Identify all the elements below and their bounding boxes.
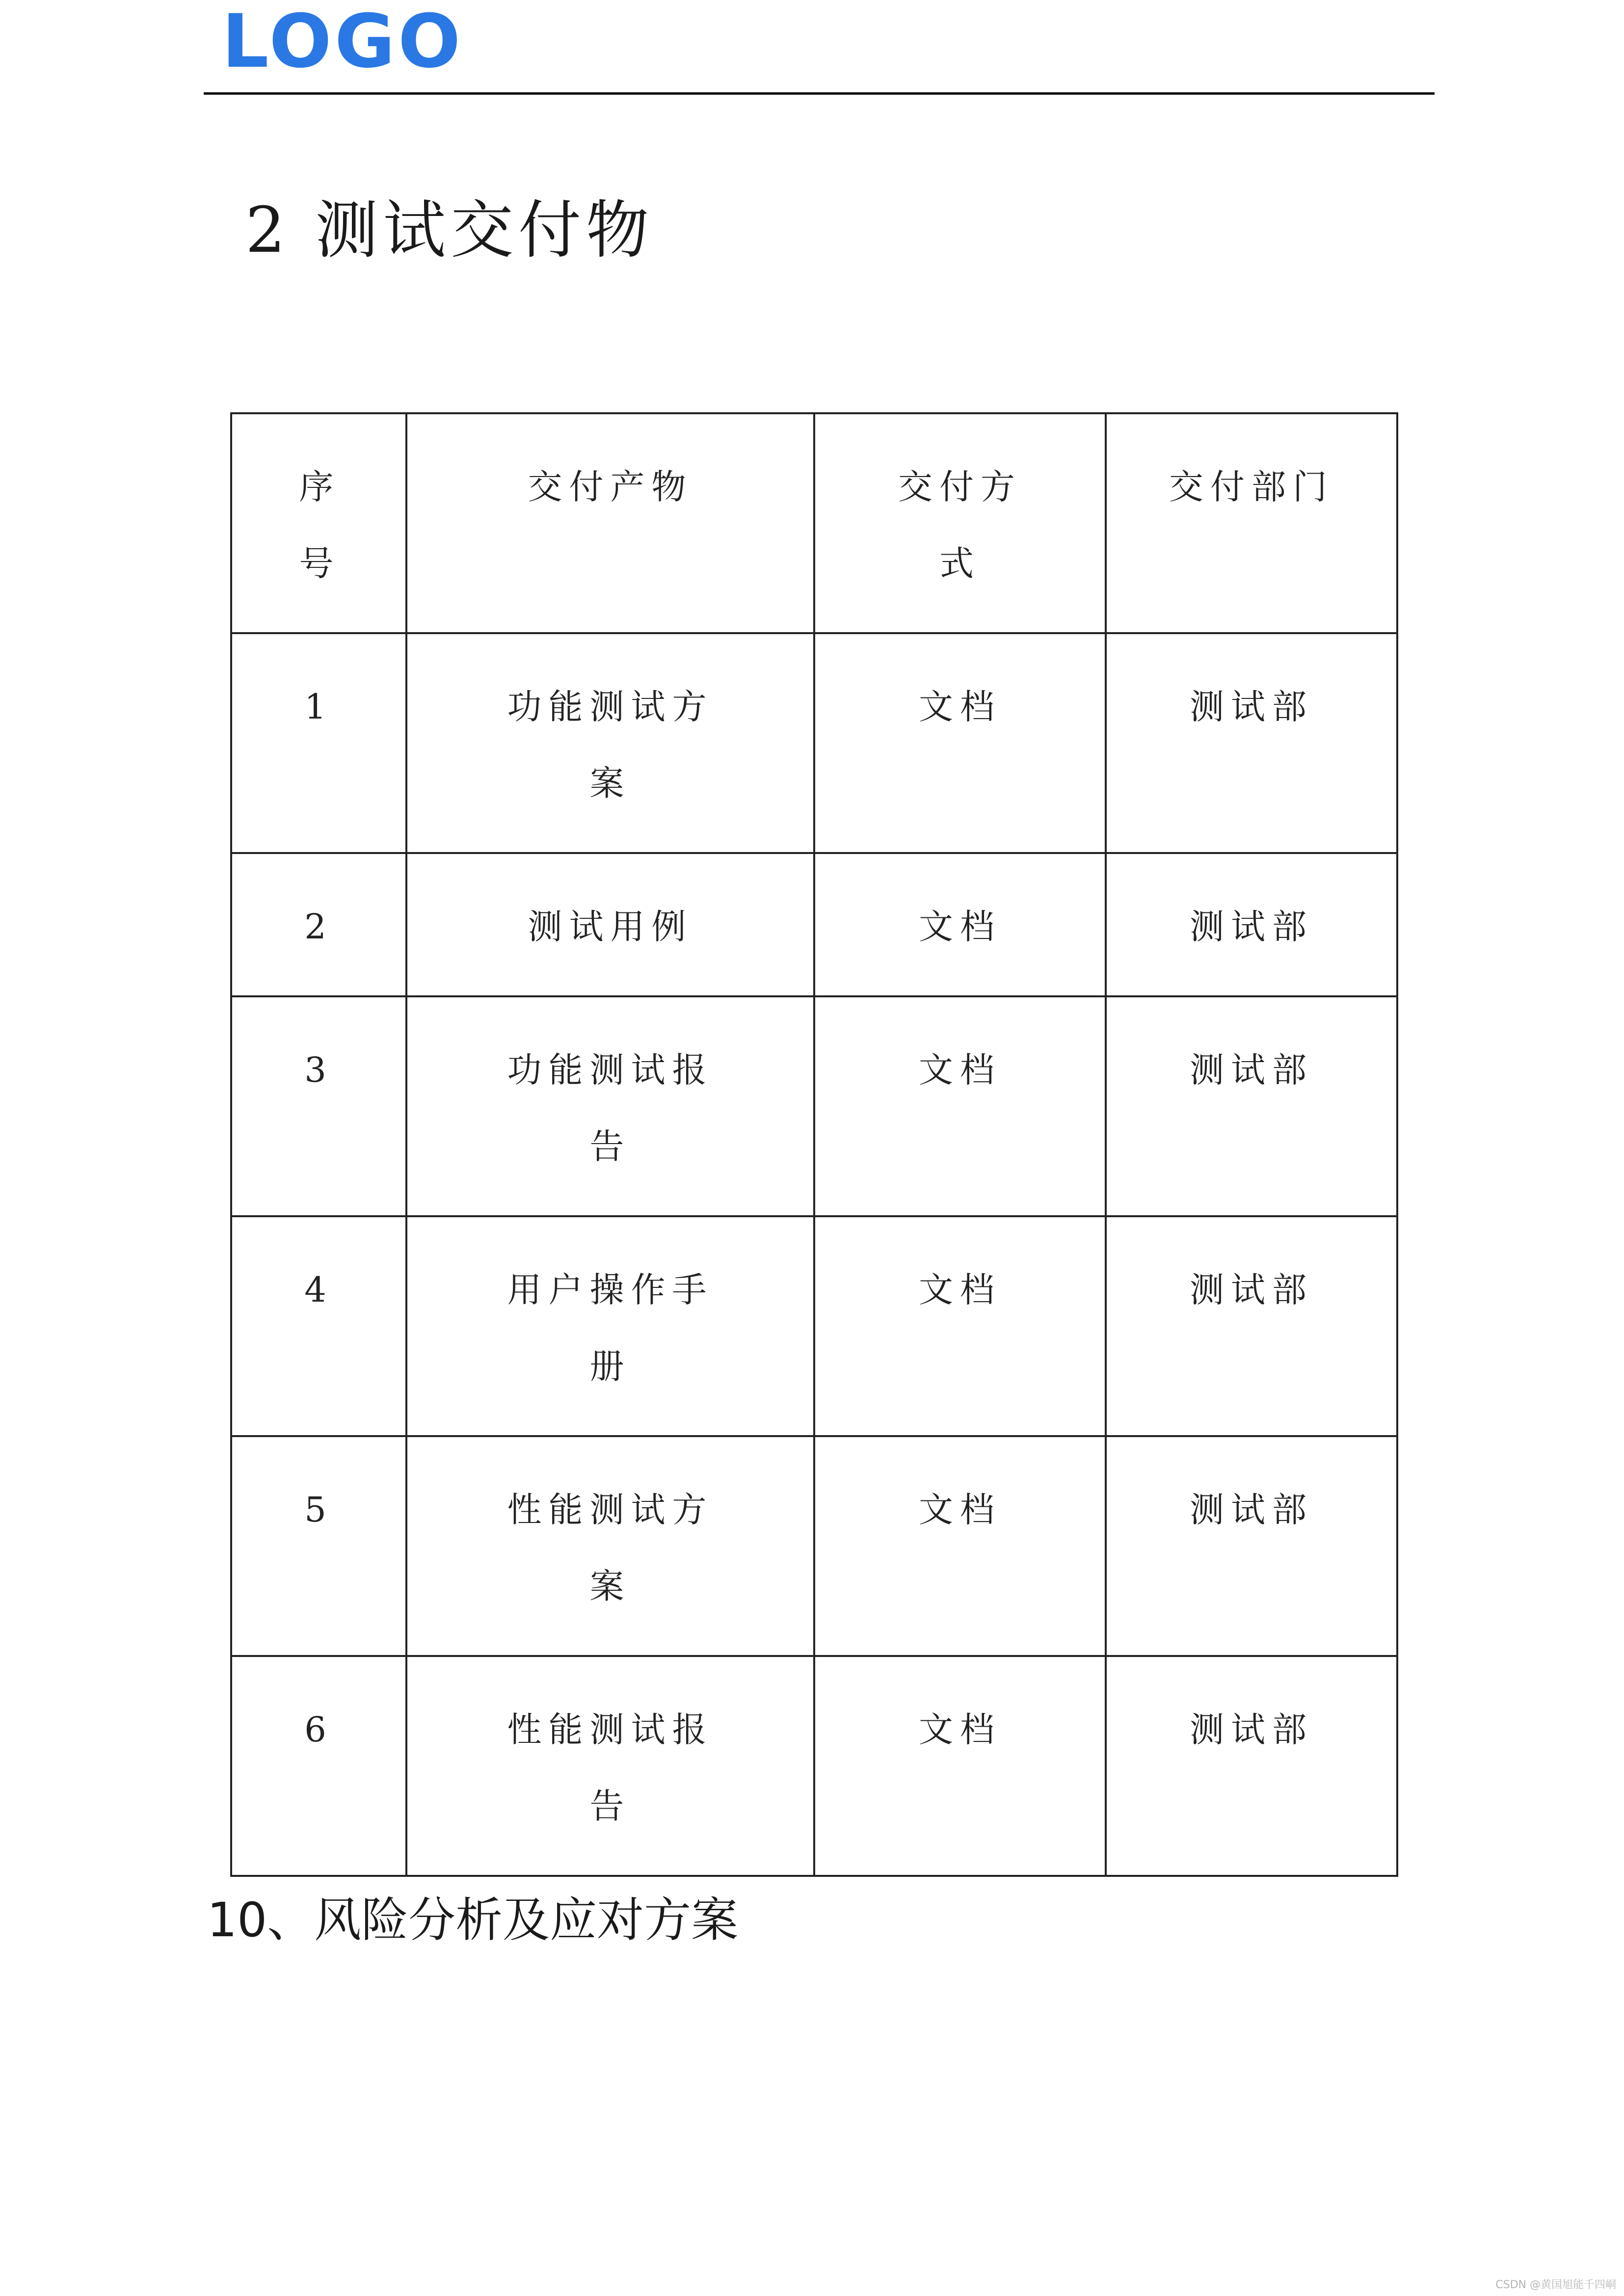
row-cell-dept: 测试部 xyxy=(1106,633,1397,853)
row-cell-no: 3 xyxy=(231,996,406,1216)
row-cell-no: 2 xyxy=(231,853,406,996)
table-row xyxy=(231,633,1397,853)
table-row xyxy=(231,853,1397,996)
logo: LOGO xyxy=(222,0,464,84)
row-cell-item: 测试用例 xyxy=(406,853,814,996)
table-header-row xyxy=(231,413,1397,633)
row-cell-method: 文档 xyxy=(814,996,1106,1216)
row-cell-method: 文档 xyxy=(814,1436,1106,1656)
row-cell-method: 文档 xyxy=(814,853,1106,996)
row-cell-item: 功能测试报告 xyxy=(406,996,814,1216)
next-section-heading: 10、风险分析及应对方案 xyxy=(207,1893,739,1948)
header-cell-method: 交付方式 xyxy=(814,413,1106,633)
row-cell-dept: 测试部 xyxy=(1106,1216,1397,1436)
row-cell-method: 文档 xyxy=(814,1216,1106,1436)
row-cell-dept: 测试部 xyxy=(1106,996,1397,1216)
table-row xyxy=(231,1216,1397,1436)
table-row xyxy=(231,1656,1397,1876)
header-cell-dept: 交付部门 xyxy=(1106,413,1397,633)
section-title: 2 测试交付物 xyxy=(245,194,654,267)
watermark: CSDN @黄国旭能千四峒 xyxy=(1495,2279,1616,2291)
row-cell-item: 用户操作手册 xyxy=(406,1216,814,1436)
row-cell-dept: 测试部 xyxy=(1106,1656,1397,1876)
header-cell-no: 序号 xyxy=(231,413,406,633)
table-row xyxy=(231,996,1397,1216)
row-cell-no: 6 xyxy=(231,1656,406,1876)
row-cell-item: 性能测试报告 xyxy=(406,1656,814,1876)
row-cell-method: 文档 xyxy=(814,1656,1106,1876)
row-cell-item: 功能测试方案 xyxy=(406,633,814,853)
row-cell-dept: 测试部 xyxy=(1106,853,1397,996)
header-divider xyxy=(204,92,1435,95)
row-cell-no: 4 xyxy=(231,1216,406,1436)
row-cell-no: 1 xyxy=(231,633,406,853)
row-cell-method: 文档 xyxy=(814,633,1106,853)
table-row xyxy=(231,1436,1397,1656)
header-cell-item: 交付产物 xyxy=(406,413,814,633)
row-cell-item: 性能测试方案 xyxy=(406,1436,814,1656)
row-cell-dept: 测试部 xyxy=(1106,1436,1397,1656)
row-cell-no: 5 xyxy=(231,1436,406,1656)
deliverables-table xyxy=(230,412,1398,1877)
